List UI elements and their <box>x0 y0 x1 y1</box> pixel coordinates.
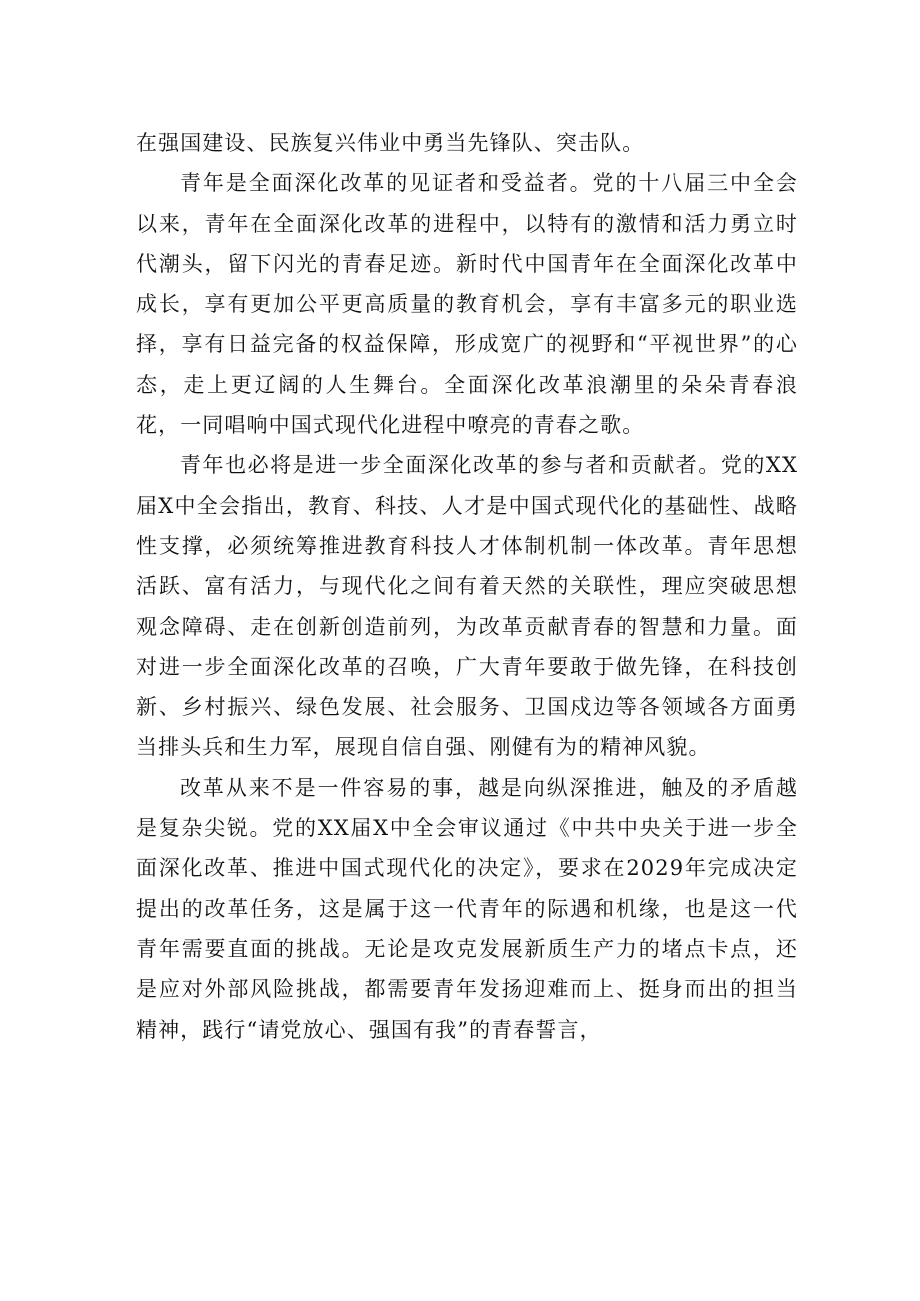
paragraph-reform-challenge: 改革从来不是一件容易的事，越是向纵深推进，触及的矛盾越是复杂尖锐。党的XX届X中全会审议通过《中共中央关于进一步全面深化改革、推进中国式现代化的决定》，要求在2029年完成决定提出的改革任务，这是属于这一代青年的际遇和机缘，也是这一代青年需要直面的挑战。无论是攻克发展新质生产力的堵点卡点，还是应对外部风险挑战，都需要青年发扬迎难而上、挺身而出的担当精神，践行“请党放心、强国有我”的青春誓言， <box>136 775 798 1042</box>
document-body <box>136 123 798 1050</box>
paragraph-youth-contributor: 青年也必将是进一步全面深化改革的参与者和贡献者。党的XX届X中全会指出，教育、科技、人才是中国式现代化的基础性、战略性支撑，必须统筹推进教育科技人才体制机制一体改革。青年思想活跃、富有活力，与现代化之间有着天然的关联性，理应突破思想观念障碍、走在创新创造前列，为改革贡献青春的智慧和力量。面对进一步全面深化改革的召唤，广大青年要敢于做先锋，在科技创新、乡村振兴、绿色发展、社会服务、卫国戍边等各领域各方面勇当排头兵和生力军，展现自信自强、刚健有为的精神风貌。 <box>136 453 798 760</box>
paragraph-continuation: 在强国建设、民族复兴伟业中勇当先锋队、突击队。 <box>136 131 645 155</box>
paragraph-youth-witness: 青年是全面深化改革的见证者和受益者。党的十八届三中全会以来，青年在全面深化改革的进程中，以特有的激情和活力勇立时代潮头，留下闪光的青春足迹。新时代中国青年在全面深化改革中成长，享有更加公平更高质量的教育机会，享有丰富多元的职业选择，享有日益完备的权益保障，形成宽广的视野和“平视世界”的心态，走上更辽阔的人生舞台。全面深化改革浪潮里的朵朵青春浪花，一同唱响中国式现代化进程中嘹亮的青春之歌。 <box>136 171 798 438</box>
